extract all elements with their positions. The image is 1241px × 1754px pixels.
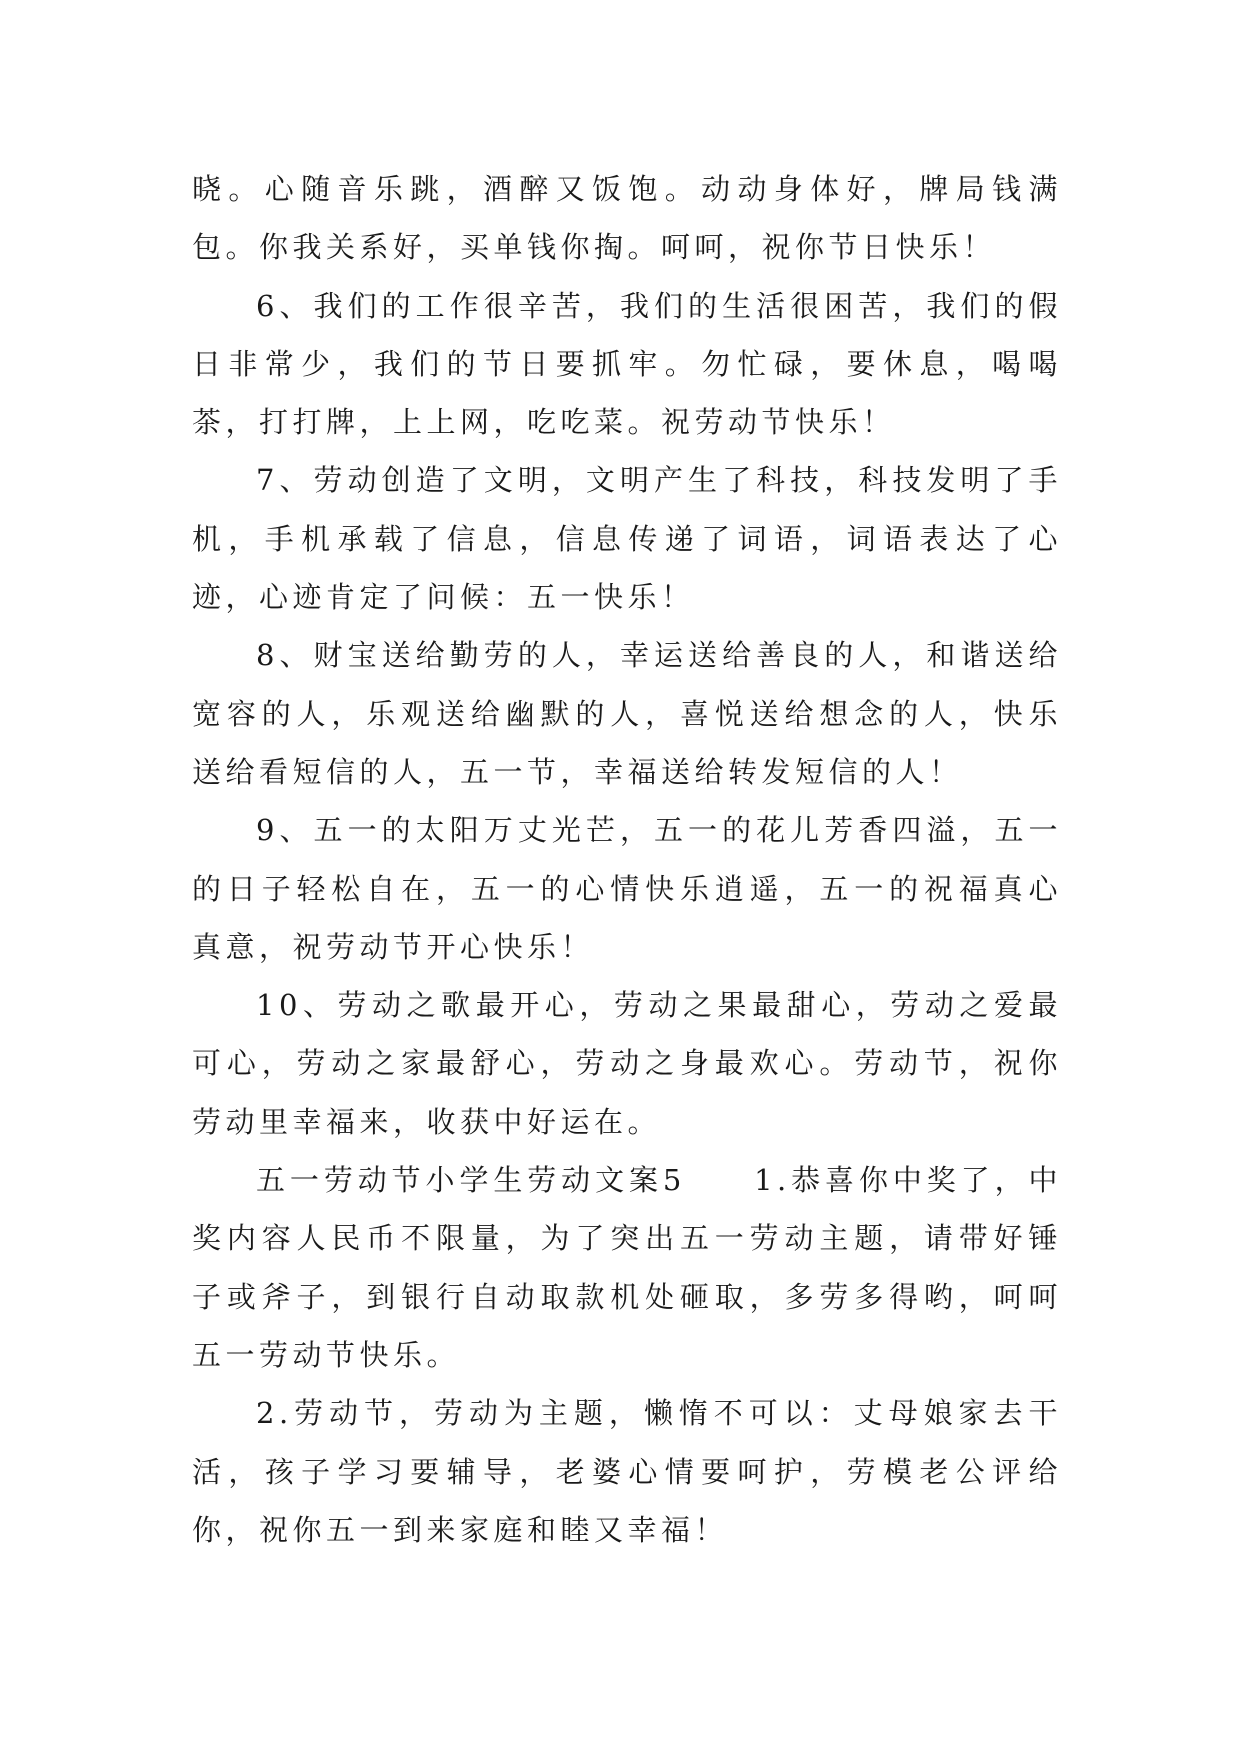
paragraph-10: 10、劳动之歌最开心，劳动之果最甜心，劳动之爱最可心，劳动之家最舒心，劳动之身最欢心。劳动节，祝你劳动里幸福来，收获中好运在。 <box>192 988 1062 1139</box>
paragraph-item-2: 2.劳动节，劳动为主题，懒惰不可以：丈母娘家去干活，孩子学习要辅导，老婆心情要呵护，劳模老公评给你，祝你五一到来家庭和睦又幸福！ <box>192 1396 1062 1547</box>
paragraph-6: 6、我们的工作很辛苦，我们的生活很困苦，我们的假日非常少，我们的节日要抓牢。勿忙碌，要休息，喝喝茶，打打牌，上上网，吃吃菜。祝劳动节快乐！ <box>192 288 1062 440</box>
section-5-heading-paragraph: 五一劳动节小学生劳动文案5 1.恭喜你中奖了，中奖内容人民币不限量，为了突出五一劳动主题，请带好锤子或斧子，到银行自动取款机处砸取，多劳多得哟，呵呵五一劳动节快乐。 <box>192 1163 1062 1372</box>
paragraph-continuation: 晓。心随音乐跳，酒醉又饭饱。动动身体好，牌局钱满包。你我关系好，买单钱你掏。呵呵，祝你节日快乐！ <box>192 172 1062 265</box>
paragraph-9: 9、五一的太阳万丈光芒，五一的花儿芳香四溢，五一的日子轻松自在，五一的心情快乐逍遥，五一的祝福真心真意，祝劳动节开心快乐！ <box>192 813 1062 964</box>
paragraph-8: 8、财宝送给勤劳的人，幸运送给善良的人，和谐送给宽容的人，乐观送给幽默的人，喜悦送给想念的人，快乐送给看短信的人，五一节，幸福送给转发短信的人！ <box>192 638 1062 789</box>
body-text <box>192 160 1062 1559</box>
paragraph-7: 7、劳动创造了文明，文明产生了科技，科技发明了手机，手机承载了信息，信息传递了词语，词语表达了心迹，心迹肯定了问候：五一快乐！ <box>192 463 1062 615</box>
